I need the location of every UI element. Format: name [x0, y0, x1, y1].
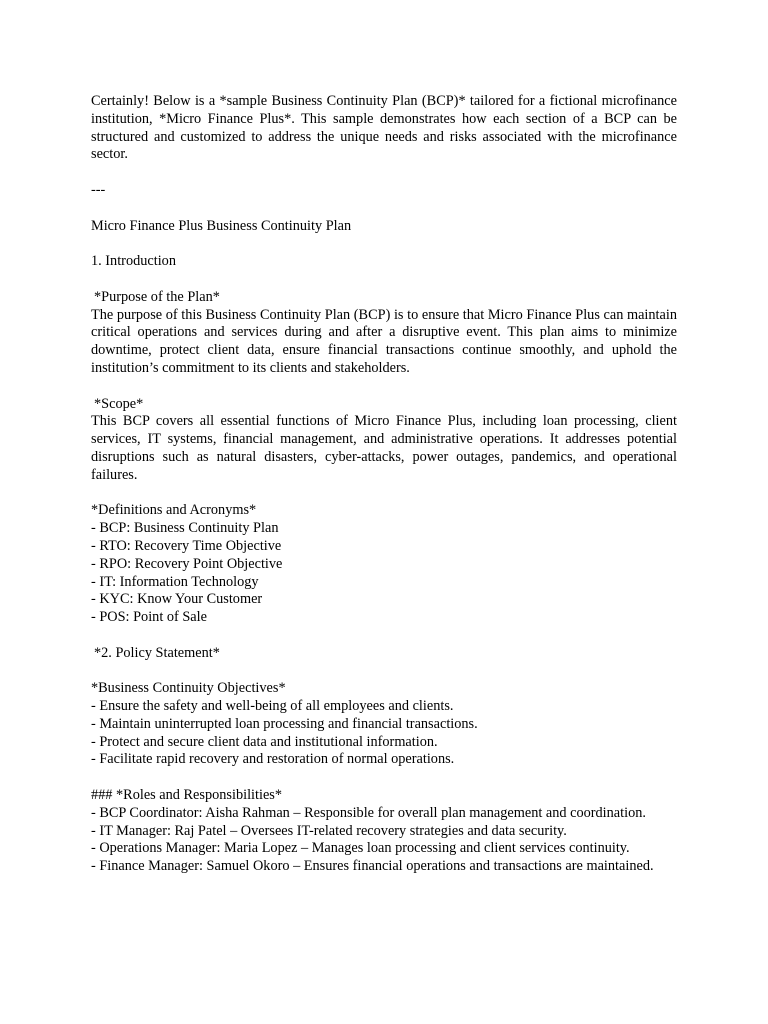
list-item: - Maintain uninterrupted loan processing and financial transactions.	[91, 715, 478, 732]
separator-line: ---	[91, 181, 106, 198]
list-item: - Ensure the safety and well-being of all employees and clients.	[91, 698, 454, 715]
document-title: Micro Finance Plus Business Continuity Plan	[91, 217, 352, 234]
roles-heading: ### *Roles and Responsibilities*	[91, 787, 283, 804]
list-item: - Finance Manager: Samuel Okoro – Ensures financial operations and transactions are maintained.	[91, 858, 654, 875]
list-item: - BCP Coordinator: Aisha Rahman – Responsible for overall plan management and coordination.	[91, 804, 646, 821]
spacer	[91, 663, 677, 681]
spacer	[91, 164, 677, 182]
section1-heading: 1. Introduction	[91, 253, 176, 270]
list-item: - Operations Manager: Maria Lopez – Manages loan processing and client services continuity.	[91, 840, 630, 857]
spacer	[91, 200, 677, 218]
list-item: - RPO: Recovery Point Objective	[91, 555, 283, 572]
spacer	[91, 769, 677, 787]
list-item: - KYC: Know Your Customer	[91, 591, 263, 608]
list-item: - IT: Information Technology	[91, 573, 259, 590]
purpose-body: The purpose of this Business Continuity Plan (BCP) is to ensure that Micro Finance Plus can maintain critical operations and services during and after a disruptive event. This plan aims to minimize downtime, protect client data, ensure financial transactions continue smoothly, and uphold the institution’s commitment to its clients and stakeholders.	[91, 306, 677, 376]
purpose-heading: *Purpose of the Plan*	[94, 288, 220, 305]
list-item: - Protect and secure client data and institutional information.	[91, 733, 438, 750]
scope-body: This BCP covers all essential functions of Micro Finance Plus, including loan processing, client services, IT systems, financial management, and administrative operations. It addresses potential disruptions such as natural disasters, cyber-attacks, power outages, pandemics, and operational failures.	[91, 413, 677, 483]
spacer	[91, 271, 677, 289]
definitions-list	[91, 520, 677, 627]
scope-heading: *Scope*	[94, 395, 144, 412]
objectives-heading: *Business Continuity Objectives*	[91, 680, 286, 697]
list-item: - Facilitate rapid recovery and restoration of normal operations.	[91, 751, 455, 768]
spacer	[91, 485, 677, 503]
spacer	[91, 378, 677, 396]
list-item: - RTO: Recovery Time Objective	[91, 537, 282, 554]
intro-paragraph: Certainly! Below is a *sample Business Continuity Plan (BCP)* tailored for a fictional microfinance institution, *Micro Finance Plus*. This sample demonstrates how each section of a BCP can be structured and customized to address the unique needs and risks associated with the microfinance sector.	[91, 93, 677, 163]
definitions-heading: *Definitions and Acronyms*	[91, 502, 257, 519]
list-item: - IT Manager: Raj Patel – Oversees IT-related recovery strategies and data security.	[91, 822, 567, 839]
document-page	[91, 93, 677, 876]
section2-heading: *2. Policy Statement*	[94, 644, 220, 661]
list-item: - BCP: Business Continuity Plan	[91, 520, 279, 537]
spacer	[91, 235, 677, 253]
spacer	[91, 627, 677, 645]
objectives-list	[91, 698, 677, 769]
list-item: - POS: Point of Sale	[91, 609, 207, 626]
roles-list	[91, 805, 677, 876]
